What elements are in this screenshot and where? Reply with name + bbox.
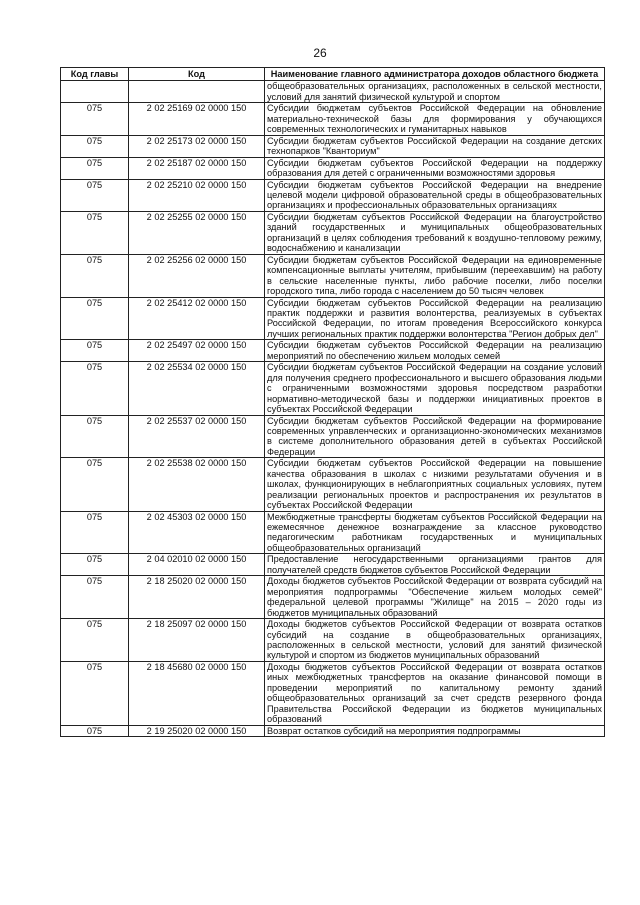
table-row [61, 157, 605, 179]
chapter-code-cell: 075 [61, 661, 129, 725]
description-cell: Субсидии бюджетам субъектов Российской Федерации на создание условий для получения среднего профессионального и высшего образования людьми с ограниченными возможностями здоровья посредством разработки нормативно-методической базы и поддержки инициативных проектов в субъектах Российской Федерации [265, 362, 605, 415]
code-cell: 2 04 02010 02 0000 150 [129, 554, 265, 576]
chapter-code-cell: 075 [61, 511, 129, 554]
table-row [61, 619, 605, 662]
code-cell: 2 02 25534 02 0000 150 [129, 362, 265, 415]
code-cell: 2 02 25173 02 0000 150 [129, 135, 265, 157]
description-cell: Субсидии бюджетам субъектов Российской Федерации на реализацию практик поддержки и развития волонтерства, реализуемых в субъектах Российской Федерации, по итогам проведения Всероссийского конкурса лучших региональных практик поддержки волонтерства "Регион добрых дел" [265, 297, 605, 340]
revenue-administrators-table [60, 67, 605, 737]
code-cell: 2 02 25412 02 0000 150 [129, 297, 265, 340]
chapter-code-cell: 075 [61, 362, 129, 415]
description-cell: Межбюджетные трансферты бюджетам субъектов Российской Федерации на ежемесячное денежное вознаграждение за классное руководство педагогическим работникам государственных и муниципальных общеобразовательных организаций [265, 511, 605, 554]
chapter-code-cell: 075 [61, 725, 129, 736]
chapter-code-cell: 075 [61, 297, 129, 340]
description-cell: Субсидии бюджетам субъектов Российской Федерации на единовременные компенсационные выплаты учителям, прибывшим (переехавшим) на работу в сельские населенные пункты, либо рабочие поселки, либо поселки городского типа, либо города с населением до 50 тысяч человек [265, 254, 605, 297]
code-cell: 2 19 25020 02 0000 150 [129, 725, 265, 736]
table-row [61, 135, 605, 157]
header-chapter-code: Код главы [61, 68, 129, 81]
description-cell: Субсидии бюджетам субъектов Российской Федерации на обновление материально-технической базы для формирования у обучающихся современных технологических и гуманитарных навыков [265, 103, 605, 135]
chapter-code-cell [61, 81, 129, 103]
code-cell: 2 02 25255 02 0000 150 [129, 211, 265, 254]
description-cell: Субсидии бюджетам субъектов Российской Федерации на повышение качества образования в школах с низкими результатами обучения и в школах, функционирующих в неблагоприятных социальных условиях, путем реализации региональных проектов и распространения их результатов в субъектах Российской Федерации [265, 458, 605, 511]
table-row [61, 415, 605, 458]
table-row [61, 458, 605, 511]
description-cell: Доходы бюджетов субъектов Российской Федерации от возврата остатков субсидий на создание в общеобразовательных организациях, расположенных в сельской местности, условий для занятий физической культурой и спортом из бюджетов муниципальных образований [265, 619, 605, 662]
description-cell: Субсидии бюджетам субъектов Российской Федерации на создание детских технопарков "Кванториум" [265, 135, 605, 157]
chapter-code-cell: 075 [61, 576, 129, 619]
chapter-code-cell: 075 [61, 619, 129, 662]
description-cell: Субсидии бюджетам субъектов Российской Федерации на реализацию мероприятий по обеспечению жильем молодых семей [265, 340, 605, 362]
code-cell: 2 02 25497 02 0000 150 [129, 340, 265, 362]
chapter-code-cell: 075 [61, 157, 129, 179]
code-cell: 2 02 25169 02 0000 150 [129, 103, 265, 135]
table-row [61, 103, 605, 135]
code-cell: 2 18 25020 02 0000 150 [129, 576, 265, 619]
description-cell: Предоставление негосударственными организациями грантов для получателей средств бюджетов субъектов Российской Федерации [265, 554, 605, 576]
chapter-code-cell: 075 [61, 458, 129, 511]
code-cell: 2 18 45680 02 0000 150 [129, 661, 265, 725]
chapter-code-cell: 075 [61, 254, 129, 297]
table-row [61, 297, 605, 340]
table-row [61, 511, 605, 554]
chapter-code-cell: 075 [61, 179, 129, 211]
description-cell: Возврат остатков субсидий на мероприятия подпрограммы [265, 725, 605, 736]
description-cell: Доходы бюджетов субъектов Российской Федерации от возврата остатков иных межбюджетных трансфертов на оказание финансовой помощи в проведении мероприятий по капитальному ремонту зданий общеобразовательных организаций за счет средств резервного фонда Правительства Российской Федерации из бюджетов муниципальных образований [265, 661, 605, 725]
table-row [61, 211, 605, 254]
table-row [61, 554, 605, 576]
code-cell: 2 02 25538 02 0000 150 [129, 458, 265, 511]
table-header-row [61, 68, 605, 81]
code-cell [129, 81, 265, 103]
chapter-code-cell: 075 [61, 340, 129, 362]
description-cell: Субсидии бюджетам субъектов Российской Федерации на формирование современных управленческих и организационно-экономических механизмов в системе дополнительного образования детей в субъектах Российской Федерации [265, 415, 605, 458]
code-cell: 2 02 25256 02 0000 150 [129, 254, 265, 297]
code-cell: 2 02 25187 02 0000 150 [129, 157, 265, 179]
table-row [61, 362, 605, 415]
description-cell: Субсидии бюджетам субъектов Российской Федерации на внедрение целевой модели цифровой образовательной среды в общеобразовательных организациях и профессиональных образовательных организациях [265, 179, 605, 211]
chapter-code-cell: 075 [61, 554, 129, 576]
chapter-code-cell: 075 [61, 415, 129, 458]
table-row [61, 81, 605, 103]
code-cell: 2 18 25097 02 0000 150 [129, 619, 265, 662]
table-row [61, 340, 605, 362]
table-row [61, 576, 605, 619]
description-cell: Доходы бюджетов субъектов Российской Федерации от возврата субсидий на мероприятия подпрограммы "Обеспечение жильем молодых семей" федеральной целевой программы "Жилище" на 2015 – 2020 годы из бюджетов муниципальных образований [265, 576, 605, 619]
table-row [61, 254, 605, 297]
table-row [61, 179, 605, 211]
description-cell: Субсидии бюджетам субъектов Российской Федерации на благоустройство зданий государственных и муниципальных общеобразовательных организаций в целях соблюдения требований к воздушно-тепловому режиму, водоснабжению и канализации [265, 211, 605, 254]
header-administrator-name: Наименование главного администратора доходов областного бюджета [265, 68, 605, 81]
chapter-code-cell: 075 [61, 135, 129, 157]
description-cell: Субсидии бюджетам субъектов Российской Федерации на поддержку образования для детей с ограниченными возможностями здоровья [265, 157, 605, 179]
code-cell: 2 02 25210 02 0000 150 [129, 179, 265, 211]
code-cell: 2 02 25537 02 0000 150 [129, 415, 265, 458]
table-row [61, 661, 605, 725]
chapter-code-cell: 075 [61, 211, 129, 254]
table-row [61, 725, 605, 736]
chapter-code-cell: 075 [61, 103, 129, 135]
description-cell: общеобразовательных организациях, расположенных в сельской местности, условий для занятий физической культурой и спортом [265, 81, 605, 103]
code-cell: 2 02 45303 02 0000 150 [129, 511, 265, 554]
page-number: 26 [313, 46, 327, 60]
header-code: Код [129, 68, 265, 81]
